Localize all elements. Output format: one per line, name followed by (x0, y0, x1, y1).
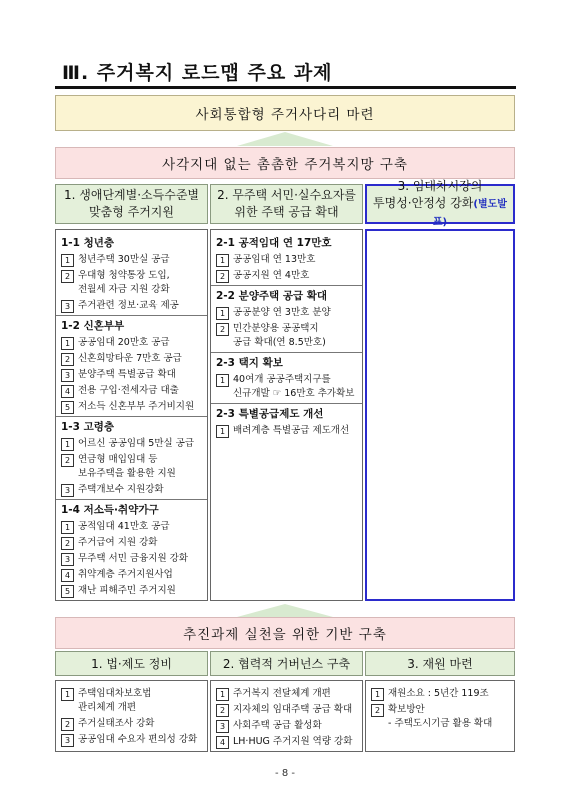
column-header-2 (210, 184, 363, 224)
item-number-box: 1 (216, 425, 229, 438)
page-title: Ⅲ. 주거복지 로드맵 주요 과제 (62, 62, 333, 84)
list-item (216, 424, 358, 438)
item-number-box: 3 (216, 720, 229, 733)
item-text: 공공임대 연 13만호 (233, 254, 316, 265)
section-divider (211, 403, 362, 404)
item-text: 40여개 공공주택지구를 신규개발 ☞ 16만호 추가확보 (233, 374, 355, 399)
item-number-box: 3 (61, 734, 74, 747)
item-number-box: 2 (61, 537, 74, 550)
item-text: LH·HUG 주거지원 역량 강화 (233, 736, 353, 747)
item-text: 청년주택 30만실 공급 (78, 254, 170, 265)
column-header-1-text: 1. 생애단계별·소득수준별 맞춤형 주거지원 (64, 188, 199, 219)
section-divider (56, 416, 207, 417)
page-number: - 8 - (275, 768, 295, 779)
item-text: 배려계층 특별공급 제도개선 (233, 425, 350, 436)
list-item (61, 536, 203, 550)
item-text: 재난 피해주민 주거지원 (78, 585, 176, 596)
column-header-3 (365, 178, 515, 228)
item-text: 지자체의 임대주택 공급 확대 (233, 704, 353, 715)
list-item (61, 584, 203, 598)
item-number-box: 1 (216, 254, 229, 267)
list-item (61, 400, 203, 414)
item-number-box: 3 (61, 484, 74, 497)
item-text: 신혼희망타운 7만호 공급 (78, 353, 182, 364)
foundation-body-2 (210, 680, 363, 752)
item-text: 우대형 청약통장 도입, 전월세 자금 지원 강화 (78, 270, 170, 295)
item-text: 공공임대 20만호 공급 (78, 337, 170, 348)
item-number-box: 5 (61, 585, 74, 598)
item-text: 공공임대 수요자 편의성 강화 (78, 734, 198, 745)
column-header-1 (55, 184, 208, 224)
section-title: 1-4 저소득·취약가구 (61, 504, 159, 516)
item-text: 주거실태조사 강화 (78, 718, 155, 729)
list-item (371, 703, 510, 731)
arrow-connector-top (237, 132, 333, 146)
item-number-box: 1 (216, 307, 229, 320)
item-text: 재원소요 : 5년간 119조 (388, 688, 489, 699)
section-divider (56, 315, 207, 316)
item-number-box: 3 (61, 369, 74, 382)
list-item (216, 687, 358, 701)
list-item (216, 322, 358, 350)
list-item (216, 719, 358, 733)
list-item (61, 717, 203, 731)
item-text: 공공지원 연 4만호 (233, 270, 310, 281)
item-number-box: 1 (61, 254, 74, 267)
item-number-box: 2 (371, 704, 384, 717)
section-divider (56, 499, 207, 500)
list-item (61, 352, 203, 366)
item-text: 무주택 서민 금융지원 강화 (78, 553, 189, 564)
item-number-box: 1 (61, 688, 74, 701)
list-item (61, 483, 203, 497)
item-text: 분양주택 특별공급 확대 (78, 369, 176, 380)
list-item (216, 306, 358, 320)
section-title: 1-2 신혼부부 (61, 320, 125, 332)
item-text: 전용 구입·전세자금 대출 (78, 385, 179, 396)
arrow-connector-bottom (237, 604, 333, 617)
separate-announcement-badge: (별도발표) (432, 198, 507, 228)
item-number-box: 4 (61, 385, 74, 398)
title-underline (55, 86, 516, 89)
list-item (216, 253, 358, 267)
list-item (61, 552, 203, 566)
item-text: 연금형 매입임대 등 보유주택을 활용한 지원 (78, 454, 176, 479)
item-number-box: 1 (61, 521, 74, 534)
foundation-header-3: 3. 재원 마련 (365, 651, 515, 676)
item-text: 어르신 공공임대 5만실 공급 (78, 438, 195, 449)
list-item (61, 384, 203, 398)
list-item (61, 568, 203, 582)
item-number-box: 2 (61, 270, 74, 283)
list-item (61, 269, 203, 297)
item-number-box: 1 (61, 337, 74, 350)
item-number-box: 1 (371, 688, 384, 701)
list-item (61, 453, 203, 481)
column-header-3-wrap (367, 178, 513, 231)
list-item (61, 520, 203, 534)
foundation-header-1: 1. 법·제도 정비 (55, 651, 208, 676)
list-item (216, 373, 358, 401)
section-title: 1-3 고령층 (61, 421, 115, 433)
column-body-1 (55, 229, 208, 601)
top-band: 사회통합형 주거사다리 마련 (55, 95, 515, 131)
item-text: 주거관련 정보·교육 제공 (78, 300, 179, 311)
foundation-body-1 (55, 680, 208, 752)
item-number-box: 1 (61, 438, 74, 451)
item-number-box: 2 (61, 454, 74, 467)
item-text: 주거복지 전달체계 개편 (233, 688, 331, 699)
list-item (216, 703, 358, 717)
column-body-3 (365, 229, 515, 601)
bottom-band: 추진과제 실천을 위한 기반 구축 (55, 617, 515, 649)
item-number-box: 2 (61, 718, 74, 731)
item-text: 공공분양 연 3만호 분양 (233, 307, 331, 318)
item-text: 주택개보수 지원강화 (78, 484, 164, 495)
item-number-box: 2 (61, 353, 74, 366)
item-number-box: 3 (61, 553, 74, 566)
item-number-box: 5 (61, 401, 74, 414)
item-number-box: 3 (61, 300, 74, 313)
section-title: 2-2 분양주택 공급 확대 (216, 290, 328, 302)
item-text: 공적임대 41만호 공급 (78, 521, 170, 532)
item-text: 주거급여 지원 강화 (78, 537, 158, 548)
section-divider (211, 285, 362, 286)
foundation-header-2: 2. 협력적 거버넌스 구축 (210, 651, 363, 676)
item-text: 취약계층 주거지원사업 (78, 569, 173, 580)
item-number-box: 4 (216, 736, 229, 749)
item-number-box: 1 (216, 688, 229, 701)
column-header-2-text: 2. 무주택 서민·실수요자를 위한 주택 공급 확대 (217, 188, 356, 219)
item-text: 확보방안 - 주택도시기금 활용 확대 (388, 704, 493, 729)
item-number-box: 1 (216, 374, 229, 387)
item-number-box: 4 (61, 569, 74, 582)
foundation-body-3 (365, 680, 515, 752)
list-item (61, 299, 203, 313)
section-title: 2-3 특별공급제도 개선 (216, 408, 324, 420)
item-number-box: 2 (216, 270, 229, 283)
item-text: 사회주택 공급 활성화 (233, 720, 322, 731)
item-number-box: 2 (216, 323, 229, 336)
section-title: 2-3 택지 확보 (216, 357, 283, 369)
column-body-2 (210, 229, 363, 601)
list-item (61, 437, 203, 451)
item-text: 저소득 신혼부부 주거비지원 (78, 401, 195, 412)
list-item (61, 733, 203, 747)
list-item (61, 253, 203, 267)
section-divider (211, 352, 362, 353)
section-title: 2-1 공적임대 연 17만호 (216, 237, 332, 249)
list-item (61, 336, 203, 350)
list-item (61, 687, 203, 715)
item-text: 주택임대차보호법 관리체계 개편 (78, 688, 152, 713)
list-item (371, 687, 510, 701)
section-title: 1-1 청년층 (61, 237, 115, 249)
column-header-3-text: 3. 임대차시장의 투명성·안정성 강화 (373, 178, 483, 210)
mid-band: 사각지대 없는 촘촘한 주거복지망 구축 (55, 147, 515, 179)
item-number-box: 2 (216, 704, 229, 717)
list-item (61, 368, 203, 382)
list-item (216, 735, 358, 749)
list-item (216, 269, 358, 283)
item-text: 민간분양용 공공택지 공급 확대(연 8.5만호) (233, 323, 326, 348)
